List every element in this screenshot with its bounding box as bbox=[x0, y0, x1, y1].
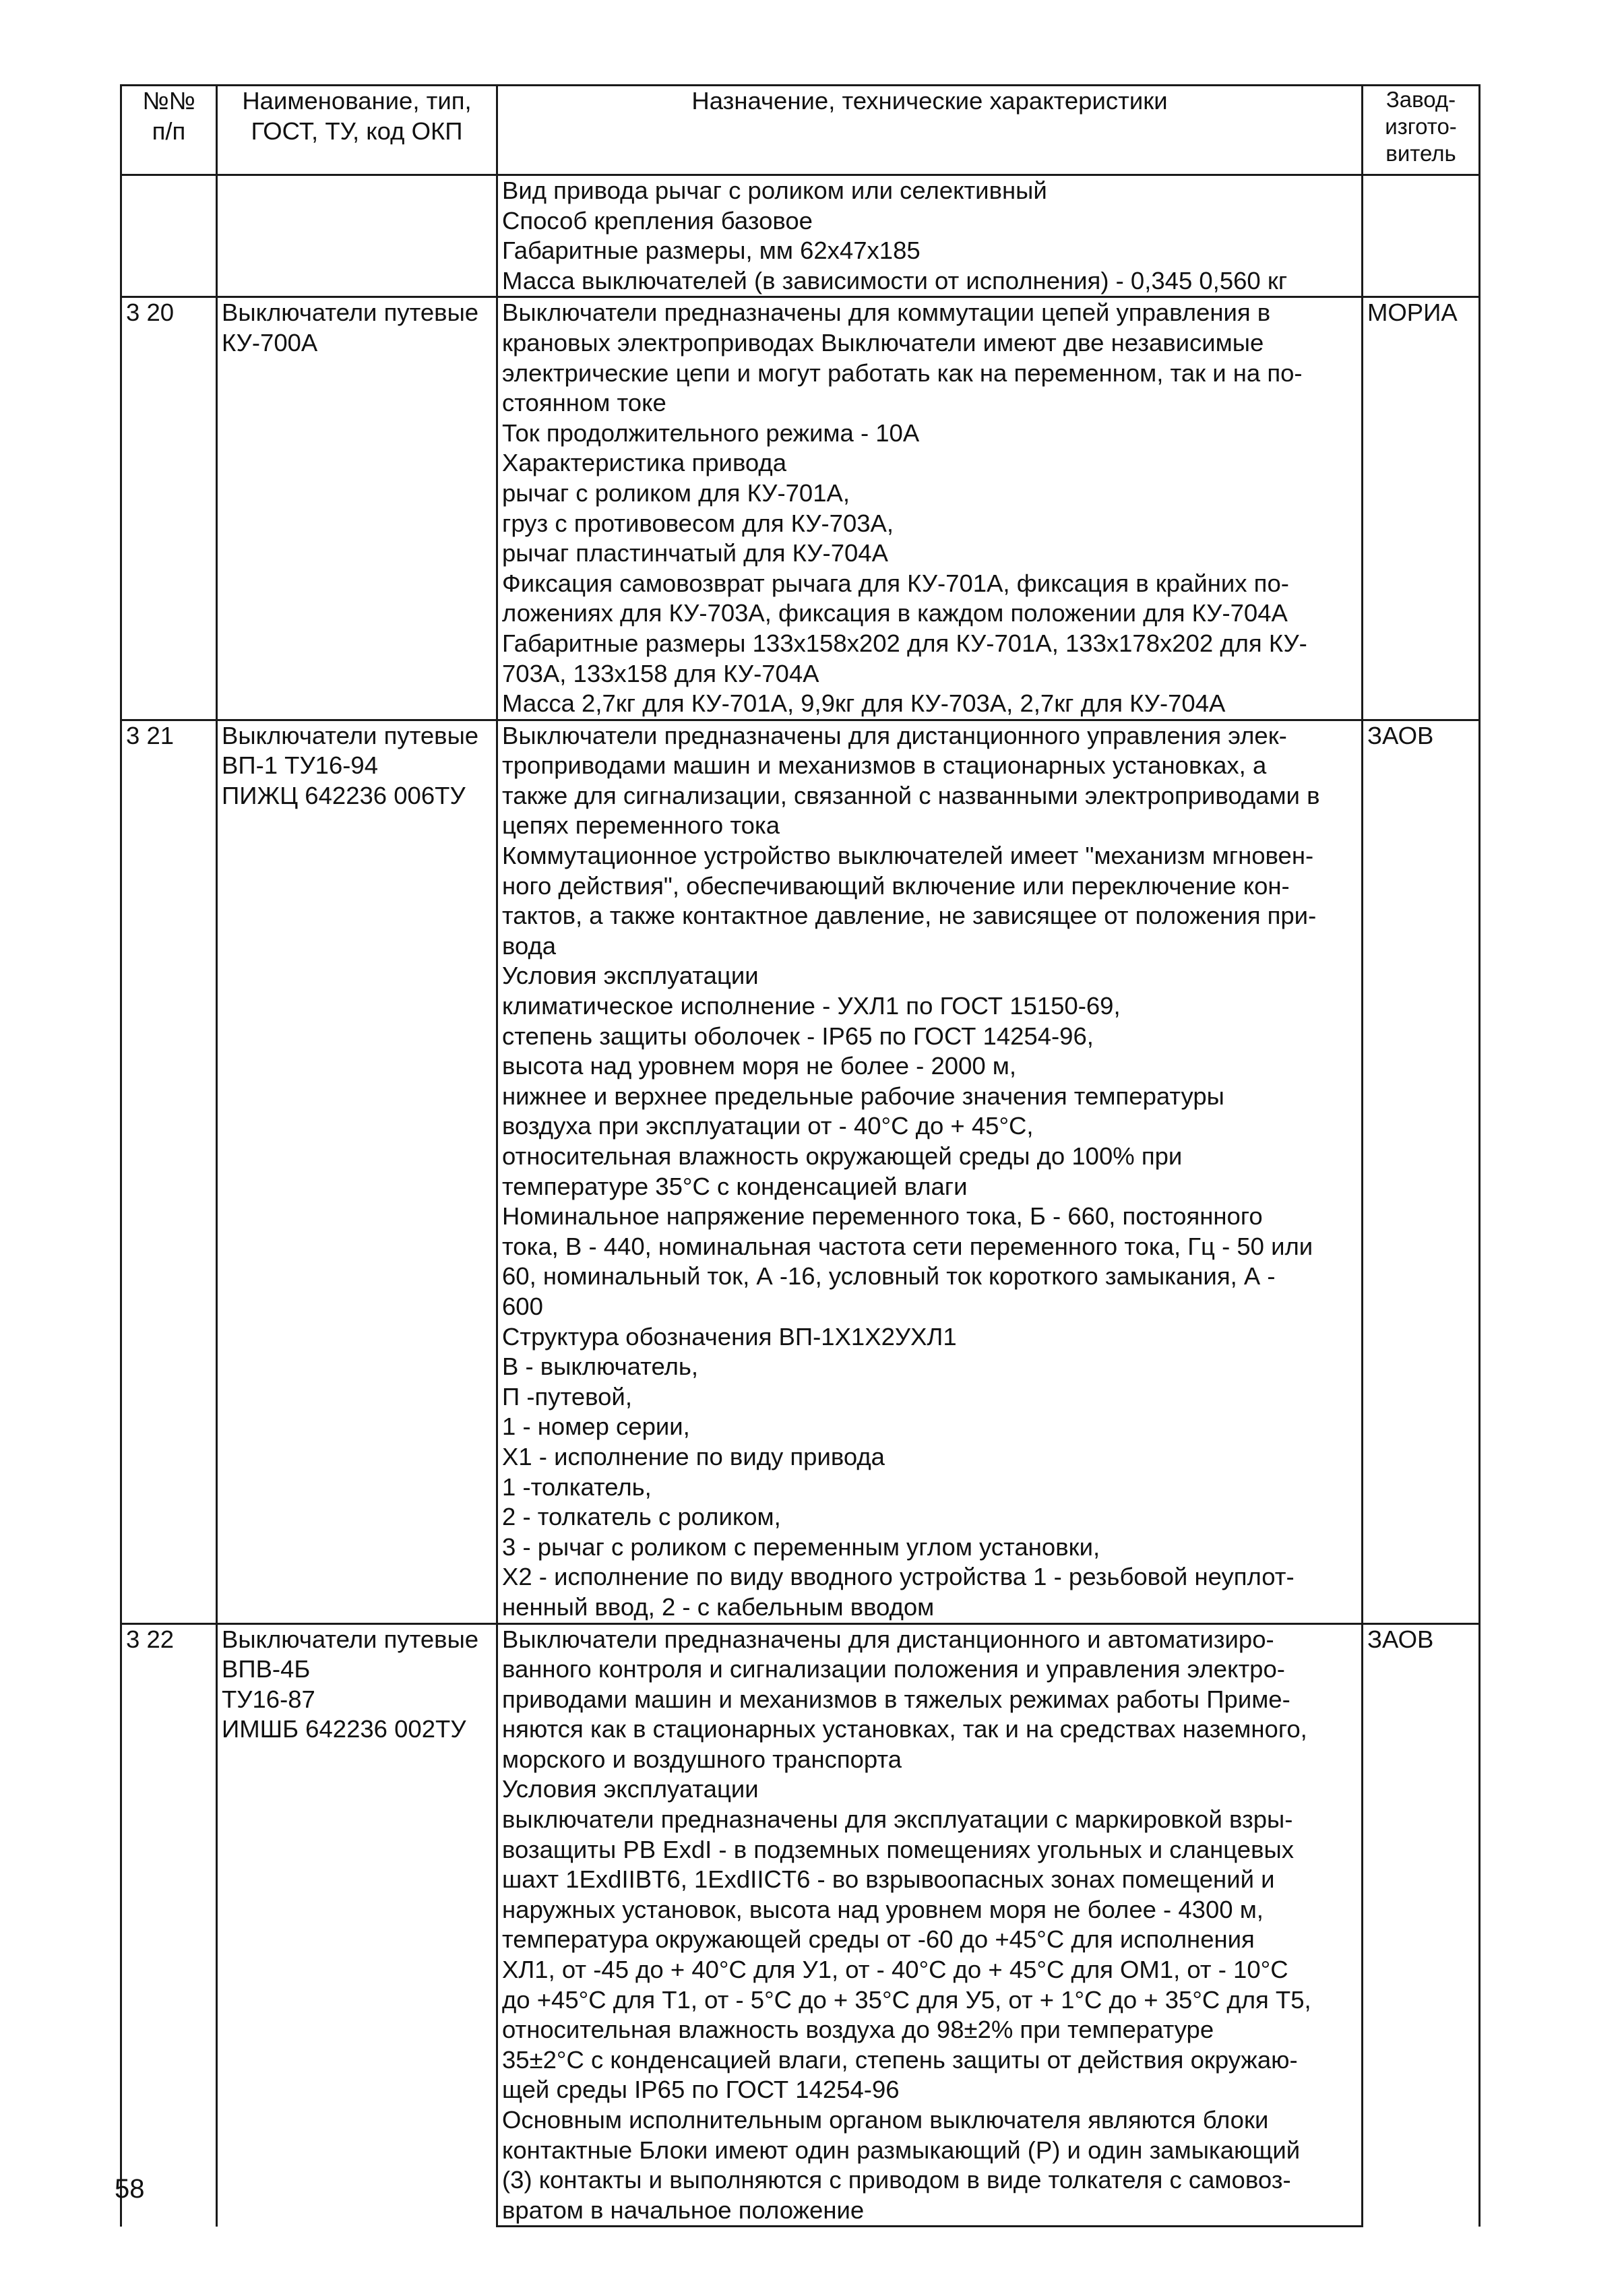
description-line: Масса выключателей (в зависимости от исполнения) - 0,345 0,560 кг bbox=[502, 266, 1288, 294]
item-name-line: Выключатели путевые bbox=[222, 299, 479, 327]
description-line: 600 bbox=[502, 1292, 543, 1320]
item-name-line: ИМШБ 642236 002ТУ bbox=[222, 1715, 466, 1743]
description-line: ненный ввод, 2 - с кабельным вводом bbox=[502, 1592, 935, 1621]
description-line: Габаритные размеры, мм 62x47x185 bbox=[502, 237, 921, 265]
table-header-row bbox=[121, 86, 1480, 175]
item-description bbox=[497, 175, 1363, 297]
item-name-line: ВП-1 ТУ16-94 bbox=[222, 751, 379, 780]
item-description bbox=[497, 297, 1363, 720]
description-line: Выключатели предназначены для дистанционного и автоматизиро- bbox=[502, 1625, 1274, 1653]
description-line: Выключатели предназначены для коммутации цепей управления в bbox=[502, 299, 1271, 327]
description-line: Коммутационное устройство выключателей имеет "механизм мгновен- bbox=[502, 842, 1314, 870]
description-line: (3) контакты и выполняются с приводом в виде толкателя с самовоз- bbox=[502, 2166, 1291, 2194]
description-line: 2 - толкатель с роликом, bbox=[502, 1503, 781, 1531]
description-line: 60, номинальный ток, А -16, условный ток короткого замыкания, А - bbox=[502, 1262, 1276, 1291]
specification-table bbox=[120, 84, 1481, 2227]
item-name-line: Выключатели путевые bbox=[222, 721, 479, 749]
description-line: степень защиты оболочек - IP65 по ГОСТ 14254-96, bbox=[502, 1022, 1094, 1050]
description-line: электрические цепи и могут работать как на переменном, так и на по- bbox=[502, 359, 1303, 387]
item-number bbox=[121, 175, 217, 297]
item-name-line: ПИЖЦ 642236 006ТУ bbox=[222, 781, 466, 809]
header-number: №№ п/п bbox=[121, 86, 217, 175]
description-line: Вид привода рычаг с роликом или селективный bbox=[502, 177, 1047, 204]
table-row bbox=[121, 720, 1480, 1623]
description-line: тока, В - 440, номинальная частота сети переменного тока, Гц - 50 или bbox=[502, 1232, 1313, 1260]
description-line: ХЛ1, от -45 до + 40°С для У1, от - 40°С до + 45°С для ОМ1, от - 10°С bbox=[502, 1956, 1288, 1984]
description-line: морского и воздушного транспорта bbox=[502, 1745, 902, 1773]
description-line: Х2 - исполнение по виду вводного устройства 1 - резьбовой неуплот- bbox=[502, 1563, 1295, 1591]
description-line: относительная влажность окружающей среды до 100% при bbox=[502, 1142, 1183, 1170]
description-line: Масса 2,7кг для КУ-701А, 9,9кг для КУ-703А, 2,7кг для КУ-704А bbox=[502, 689, 1226, 718]
description-line: наружных установок, высота над уровнем моря не более - 4300 м, bbox=[502, 1895, 1264, 1923]
item-name-line: КУ-700А bbox=[222, 328, 318, 356]
description-line: 1 - номер серии, bbox=[502, 1413, 690, 1441]
item-number: 3 21 bbox=[121, 720, 217, 1623]
item-manufacturer bbox=[1363, 175, 1480, 297]
description-line: стоянном токе bbox=[502, 389, 666, 417]
description-line: нижнее и верхнее предельные рабочие значения температуры bbox=[502, 1082, 1224, 1110]
item-name-line: ВПВ-4Б bbox=[222, 1655, 311, 1683]
item-name bbox=[217, 297, 497, 720]
description-line: также для сигнализации, связанной с названными электроприводами в bbox=[502, 781, 1320, 809]
description-line: 703А, 133x158 для КУ-704А bbox=[502, 659, 819, 687]
description-line: ванного контроля и сигнализации положения и управления электро- bbox=[502, 1655, 1285, 1683]
description-line: тактов, а также контактное давление, не зависящее от положения при- bbox=[502, 902, 1317, 930]
table-row bbox=[121, 297, 1480, 720]
table-body bbox=[121, 175, 1480, 2227]
description-line: вода bbox=[502, 931, 557, 960]
description-line: В - выключатель, bbox=[502, 1353, 699, 1381]
description-line: высота над уровнем моря не более - 2000 м, bbox=[502, 1052, 1017, 1080]
description-line: воздуха при эксплуатации от - 40°С до + 45°С, bbox=[502, 1112, 1034, 1140]
description-line: цепях переменного тока bbox=[502, 811, 780, 840]
description-line: шахт 1ExdIIBT6, 1ExdIICT6 - во взрывоопасных зонах помещений и bbox=[502, 1865, 1275, 1894]
header-manufacturer: Завод- изгото- витель bbox=[1363, 86, 1480, 175]
description-line: рычаг пластинчатый для КУ-704А bbox=[502, 539, 888, 567]
description-line: возащиты PB ExdI - в подземных помещениях угольных и сланцевых bbox=[502, 1835, 1294, 1863]
description-line: рычаг с роликом для КУ-701А, bbox=[502, 478, 850, 507]
description-line: Характеристика привода bbox=[502, 449, 787, 477]
description-line: температура окружающей среды от -60 до +45°С для исполнения bbox=[502, 1925, 1255, 1954]
description-line: приводами машин и механизмов в тяжелых режимах работы Приме- bbox=[502, 1685, 1290, 1713]
description-line: ного действия", обеспечивающий включение или переключение кон- bbox=[502, 871, 1290, 900]
description-line: температуре 35°С с конденсацией влаги bbox=[502, 1172, 968, 1200]
description-line: Габаритные размеры 133x158x202 для КУ-701А, 133x178x202 для КУ- bbox=[502, 629, 1307, 657]
description-line: Выключатели предназначены для дистанционного управления элек- bbox=[502, 721, 1287, 749]
item-name bbox=[217, 720, 497, 1623]
item-manufacturer: МОРИА bbox=[1363, 297, 1480, 720]
header-name: Наименование, тип, ГОСТ, ТУ, код ОКП bbox=[217, 86, 497, 175]
description-line: вратом в начальное положение bbox=[502, 2196, 865, 2224]
description-line: 3 - рычаг с роликом с переменным углом установки, bbox=[502, 1532, 1100, 1561]
item-description bbox=[497, 1623, 1363, 2227]
description-line: Ток продолжительного режима - 10А bbox=[502, 418, 920, 447]
item-name bbox=[217, 175, 497, 297]
description-line: П -путевой, bbox=[502, 1382, 632, 1410]
description-line: Х1 - исполнение по виду привода bbox=[502, 1442, 885, 1470]
description-line: 1 -толкатель, bbox=[502, 1472, 652, 1501]
description-line: щей среды IP65 по ГОСТ 14254-96 bbox=[502, 2076, 900, 2104]
description-line: Способ крепления базовое bbox=[502, 206, 813, 235]
description-line: климатическое исполнение - УХЛ1 по ГОСТ 15150-69, bbox=[502, 992, 1121, 1020]
item-number: 3 20 bbox=[121, 297, 217, 720]
table-row bbox=[121, 175, 1480, 297]
description-line: Основным исполнительным органом выключателя являются блоки bbox=[502, 2106, 1269, 2134]
item-name-line: ТУ16-87 bbox=[222, 1685, 315, 1713]
description-line: груз с противовесом для КУ-703А, bbox=[502, 509, 894, 537]
description-line: до +45°С для Т1, от - 5°С до + 35°С для У5, от + 1°С до + 35°С для Т5, bbox=[502, 1985, 1311, 2014]
description-line: крановых электроприводах Выключатели имеют две независимые bbox=[502, 328, 1264, 356]
page-number: 58 bbox=[115, 2174, 145, 2204]
table-row bbox=[121, 1623, 1480, 2227]
description-line: Фиксация самовозврат рычага для КУ-701А, фиксация в крайних по- bbox=[502, 569, 1289, 597]
item-manufacturer: ЗАОВ bbox=[1363, 1623, 1480, 2227]
description-line: Номинальное напряжение переменного тока, Б - 660, постоянного bbox=[502, 1202, 1263, 1231]
description-line: троприводами машин и механизмов в стационарных установках, а bbox=[502, 751, 1267, 780]
description-line: Структура обозначения ВП-1Х1Х2УХЛ1 bbox=[502, 1322, 957, 1351]
description-line: контактные Блоки имеют один размыкающий (Р) и один замыкающий bbox=[502, 2136, 1301, 2164]
item-manufacturer: ЗАОВ bbox=[1363, 720, 1480, 1623]
description-line: относительная влажность воздуха до 98±2% при температуре bbox=[502, 2016, 1214, 2044]
description-line: ложениях для КУ-703А, фиксация в каждом положении для КУ-704А bbox=[502, 599, 1288, 627]
item-description bbox=[497, 720, 1363, 1623]
description-line: 35±2°С с конденсацией влаги, степень защиты от действия окружаю- bbox=[502, 2045, 1298, 2074]
item-number: 3 22 bbox=[121, 1623, 217, 2227]
item-name-line: Выключатели путевые bbox=[222, 1625, 479, 1653]
header-description: Назначение, технические характеристики bbox=[497, 86, 1363, 175]
description-line: няются как в стационарных установках, так и на средствах наземного, bbox=[502, 1715, 1307, 1743]
description-line: Условия эксплуатации bbox=[502, 962, 759, 990]
description-line: выключатели предназначены для эксплуатации с маркировкой взры- bbox=[502, 1805, 1293, 1834]
item-name bbox=[217, 1623, 497, 2227]
description-line: Условия эксплуатации bbox=[502, 1775, 759, 1803]
